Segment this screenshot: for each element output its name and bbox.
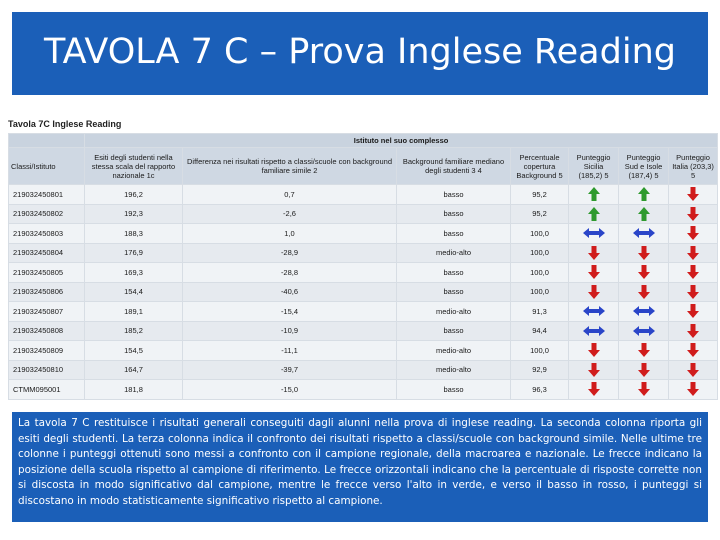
cell-background: basso bbox=[397, 204, 511, 224]
table-row bbox=[9, 321, 718, 341]
arrow-down-icon bbox=[588, 265, 600, 279]
table-row bbox=[9, 380, 718, 400]
arrow-down-icon bbox=[638, 343, 650, 357]
cell-score: 154,5 bbox=[85, 341, 183, 361]
cell-sicilia bbox=[569, 380, 619, 400]
arrow-left-right-icon bbox=[583, 228, 605, 238]
col-header-difference: Differenza nei risultati rispetto a classi/scuole con background familiare simile 2 bbox=[183, 148, 397, 185]
cell-sud-isole bbox=[619, 360, 669, 380]
cell-sicilia bbox=[569, 224, 619, 244]
cell-coverage: 100,0 bbox=[511, 263, 569, 283]
cell-difference: -10,9 bbox=[183, 321, 397, 341]
cell-class: CTMM095001 bbox=[9, 380, 85, 400]
cell-score: 192,3 bbox=[85, 204, 183, 224]
cell-background: medio-alto bbox=[397, 243, 511, 263]
table-row bbox=[9, 360, 718, 380]
title-banner bbox=[12, 12, 708, 95]
cell-italia bbox=[669, 360, 718, 380]
arrow-down-icon bbox=[687, 324, 699, 338]
arrow-down-icon bbox=[687, 226, 699, 240]
col-header-sicilia: Punteggio Sicilia (185,2) 5 bbox=[569, 148, 619, 185]
cell-coverage: 95,2 bbox=[511, 204, 569, 224]
arrow-down-icon bbox=[687, 187, 699, 201]
arrow-down-icon bbox=[687, 285, 699, 299]
cell-italia bbox=[669, 263, 718, 283]
cell-sicilia bbox=[569, 243, 619, 263]
arrow-down-icon bbox=[588, 285, 600, 299]
arrow-down-icon bbox=[638, 285, 650, 299]
arrow-down-icon bbox=[638, 363, 650, 377]
arrow-left-right-icon bbox=[583, 326, 605, 336]
cell-class: 219032450810 bbox=[9, 360, 85, 380]
cell-class: 219032450804 bbox=[9, 243, 85, 263]
arrow-down-icon bbox=[588, 363, 600, 377]
description-text: La tavola 7 C restituisce i risultati generali conseguiti dagli alunni nella prova di inglese reading. La seconda colonna riporta gli esiti degli studenti. La terza colonna indica il confronto dei risultati rispetto a classi/scuole con background simile. Nelle ultime tre colonne i punteggi ottenuti sono messi a confronto con il campione regionale, della macroarea e nazionale. Le frecce indicano la posizione della scuola rispetto al campione di riferimento. Le frecce orizzontali indicano che la percentuale di risposte corrette non si discosta in modo significativo dal campione, mentre le frecce verso l'alto in verde, e verso il basso in rosso, i punteggi si discostano in modo statisticamente significativo rispetto al campione. bbox=[18, 417, 702, 507]
arrow-down-icon bbox=[687, 265, 699, 279]
cell-sud-isole bbox=[619, 380, 669, 400]
cell-sud-isole bbox=[619, 321, 669, 341]
cell-italia bbox=[669, 282, 718, 302]
arrow-left-right-icon bbox=[583, 306, 605, 316]
arrow-down-icon bbox=[638, 246, 650, 260]
cell-score: 169,3 bbox=[85, 263, 183, 283]
cell-sud-isole bbox=[619, 204, 669, 224]
cell-background: basso bbox=[397, 263, 511, 283]
table-row bbox=[9, 243, 718, 263]
cell-sud-isole bbox=[619, 282, 669, 302]
table-row bbox=[9, 185, 718, 205]
cell-sicilia bbox=[569, 302, 619, 322]
arrow-down-icon bbox=[687, 304, 699, 318]
arrow-down-icon bbox=[588, 343, 600, 357]
cell-score: 154,4 bbox=[85, 282, 183, 302]
arrow-down-icon bbox=[687, 363, 699, 377]
cell-score: 188,3 bbox=[85, 224, 183, 244]
cell-sud-isole bbox=[619, 224, 669, 244]
cell-background: basso bbox=[397, 224, 511, 244]
table-body bbox=[9, 185, 718, 400]
cell-class: 219032450809 bbox=[9, 341, 85, 361]
arrow-up-icon bbox=[588, 187, 600, 201]
arrow-down-icon bbox=[588, 382, 600, 396]
cell-italia bbox=[669, 204, 718, 224]
cell-sicilia bbox=[569, 341, 619, 361]
cell-score: 185,2 bbox=[85, 321, 183, 341]
cell-score: 196,2 bbox=[85, 185, 183, 205]
cell-sicilia bbox=[569, 185, 619, 205]
cell-score: 164,7 bbox=[85, 360, 183, 380]
cell-difference: 1,0 bbox=[183, 224, 397, 244]
cell-italia bbox=[669, 302, 718, 322]
cell-difference: -39,7 bbox=[183, 360, 397, 380]
arrow-up-icon bbox=[588, 207, 600, 221]
cell-italia bbox=[669, 321, 718, 341]
col-header-score: Esiti degli studenti nella stessa scala del rapporto nazionale 1c bbox=[85, 148, 183, 185]
table-row bbox=[9, 263, 718, 283]
table-row bbox=[9, 302, 718, 322]
arrow-left-right-icon bbox=[633, 228, 655, 238]
cell-sud-isole bbox=[619, 263, 669, 283]
cell-difference: -15,4 bbox=[183, 302, 397, 322]
cell-background: medio-alto bbox=[397, 302, 511, 322]
cell-coverage: 96,3 bbox=[511, 380, 569, 400]
table-row bbox=[9, 224, 718, 244]
arrow-down-icon bbox=[687, 207, 699, 221]
group-header: Istituto nel suo complesso bbox=[85, 134, 718, 148]
cell-score: 181,8 bbox=[85, 380, 183, 400]
cell-difference: 0,7 bbox=[183, 185, 397, 205]
cell-sud-isole bbox=[619, 302, 669, 322]
col-header-coverage: Percentuale copertura Background 5 bbox=[511, 148, 569, 185]
table-row bbox=[9, 204, 718, 224]
cell-sicilia bbox=[569, 282, 619, 302]
cell-class: 219032450803 bbox=[9, 224, 85, 244]
results-table bbox=[8, 133, 718, 400]
arrow-down-icon bbox=[588, 246, 600, 260]
cell-background: basso bbox=[397, 321, 511, 341]
cell-coverage: 95,2 bbox=[511, 185, 569, 205]
cell-difference: -28,8 bbox=[183, 263, 397, 283]
cell-background: medio-alto bbox=[397, 360, 511, 380]
cell-coverage: 94,4 bbox=[511, 321, 569, 341]
table-row bbox=[9, 282, 718, 302]
arrow-down-icon bbox=[687, 382, 699, 396]
cell-sud-isole bbox=[619, 185, 669, 205]
cell-difference: -28,9 bbox=[183, 243, 397, 263]
cell-coverage: 100,0 bbox=[511, 282, 569, 302]
table-caption: Tavola 7C Inglese Reading bbox=[8, 119, 122, 129]
cell-italia bbox=[669, 243, 718, 263]
cell-coverage: 100,0 bbox=[511, 243, 569, 263]
cell-class: 219032450805 bbox=[9, 263, 85, 283]
cell-italia bbox=[669, 341, 718, 361]
arrow-left-right-icon bbox=[633, 306, 655, 316]
description-box bbox=[12, 412, 708, 522]
cell-difference: -2,6 bbox=[183, 204, 397, 224]
cell-coverage: 100,0 bbox=[511, 341, 569, 361]
cell-difference: -11,1 bbox=[183, 341, 397, 361]
cell-sicilia bbox=[569, 263, 619, 283]
arrow-down-icon bbox=[687, 246, 699, 260]
cell-class: 219032450807 bbox=[9, 302, 85, 322]
cell-italia bbox=[669, 380, 718, 400]
arrow-up-icon bbox=[638, 207, 650, 221]
table-row bbox=[9, 341, 718, 361]
cell-coverage: 100,0 bbox=[511, 224, 569, 244]
arrow-down-icon bbox=[687, 343, 699, 357]
cell-difference: -15,0 bbox=[183, 380, 397, 400]
col-header-italia: Punteggio Italia (203,3) 5 bbox=[669, 148, 718, 185]
cell-background: basso bbox=[397, 282, 511, 302]
cell-background: basso bbox=[397, 380, 511, 400]
cell-coverage: 91,3 bbox=[511, 302, 569, 322]
cell-sicilia bbox=[569, 321, 619, 341]
cell-class: 219032450806 bbox=[9, 282, 85, 302]
cell-difference: -40,6 bbox=[183, 282, 397, 302]
cell-score: 189,1 bbox=[85, 302, 183, 322]
col-header-class: Classi/Istituto bbox=[9, 148, 85, 185]
cell-sud-isole bbox=[619, 243, 669, 263]
cell-class: 219032450801 bbox=[9, 185, 85, 205]
cell-sicilia bbox=[569, 204, 619, 224]
cell-background: basso bbox=[397, 185, 511, 205]
cell-background: medio-alto bbox=[397, 341, 511, 361]
cell-sud-isole bbox=[619, 341, 669, 361]
col-header-sud-isole: Punteggio Sud e Isole (187,4) 5 bbox=[619, 148, 669, 185]
cell-italia bbox=[669, 224, 718, 244]
cell-coverage: 92,9 bbox=[511, 360, 569, 380]
col-header-background: Background familiare mediano degli studenti 3 4 bbox=[397, 148, 511, 185]
cell-score: 176,9 bbox=[85, 243, 183, 263]
slide-title: TAVOLA 7 C – Prova Inglese Reading bbox=[44, 32, 676, 72]
cell-class: 219032450802 bbox=[9, 204, 85, 224]
arrow-down-icon bbox=[638, 265, 650, 279]
cell-italia bbox=[669, 185, 718, 205]
cell-sicilia bbox=[569, 360, 619, 380]
header-blank bbox=[9, 134, 85, 148]
arrow-left-right-icon bbox=[633, 326, 655, 336]
arrow-down-icon bbox=[638, 382, 650, 396]
arrow-up-icon bbox=[638, 187, 650, 201]
cell-class: 219032450808 bbox=[9, 321, 85, 341]
